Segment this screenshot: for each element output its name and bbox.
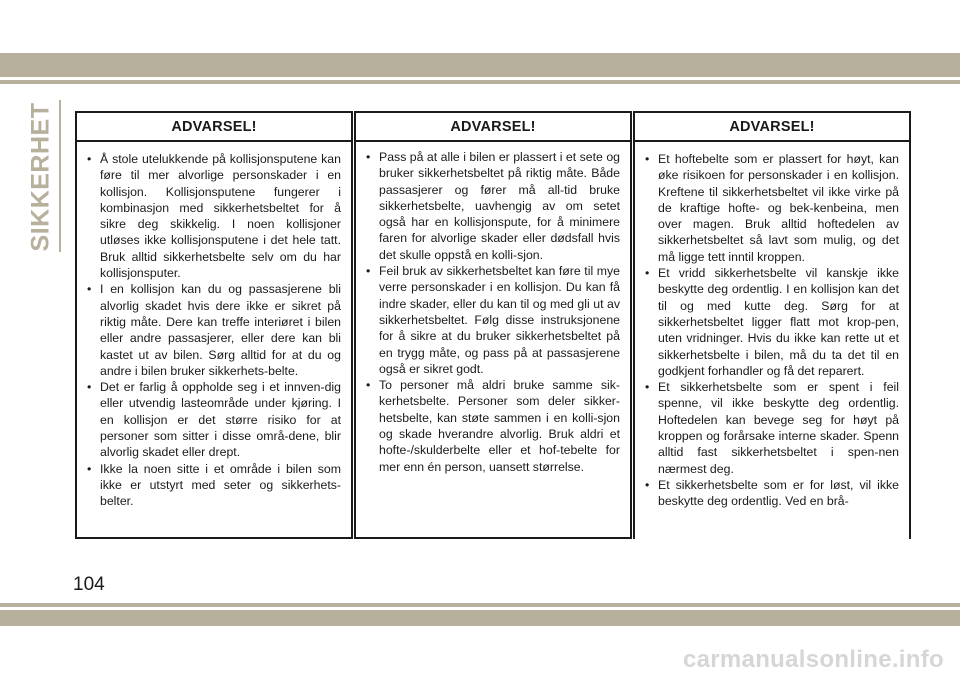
warning-list (645, 151, 899, 510)
warning-item: • Feil bruk av sikkerhetsbeltet kan føre til mye verre personskader i en kollisjon. Du kan få indre skader, eller du kan til og med gli ut av sikkerhetsbeltet. Følg disse instruksjonene for å sikre at du bruker sikkerhetsbeltet på en trygg måte, og pass på at passasjerene også er sikret godt. (366, 263, 620, 377)
warning-item: • To personer må aldri bruke samme sik-kerhetsbelte. Personer som deler sikker-hetsbelte, kan støte sammen i en kolli-sjon og skade hverandre alvorlig. Bruk aldri et hofte-/skulderbelte eller et hof-tebelte for mer enn én person, uansett størrelse. (366, 377, 620, 475)
warning-list (87, 151, 341, 510)
warning-box-3 (633, 111, 911, 539)
warning-item: • Det er farlig å oppholde seg i et innven-dig eller utvendig lasteområde under kjøring. I en kollisjon er det større risiko for at personer som sitter i disse områ-dene, blir alvorlig skadet eller drept. (87, 379, 341, 460)
warning-heading: ADVARSEL! (77, 113, 351, 142)
warning-item: • Et sikkerhetsbelte som er spent i feil spenne, vil ikke beskytte deg ordentlig. Hoftedelen kan bevege seg for høyt på kroppen og forårsake interne skader. Spenn alltid fast sikkerhetsbeltet i spen-nen nærmest deg. (645, 379, 899, 477)
warning-item: • Ikke la noen sitte i et område i bilen som ikke er utstyrt med seter og sikkerhets-belter. (87, 461, 341, 510)
header-band (0, 53, 960, 77)
warning-item: • Et sikkerhetsbelte som er for løst, vil ikke beskytte deg ordentlig. Ved en brå- (645, 477, 899, 510)
warning-item: • I en kollisjon kan du og passasjerene bli alvorlig skadet hvis dere ikke er sikret på riktig måte. Dere kan treffe interiøret i bilen eller andre passasjerer, eller dere kan bli kastet ut av bilen. Sørg alltid for at du og andre i bilen bruker sikkerhets-belte. (87, 281, 341, 379)
watermark: carmanualsonline.info (682, 646, 944, 673)
footer-band (0, 610, 960, 626)
warning-item: • Et hoftebelte som er plassert for høyt, kan øke risikoen for personskader i en kollisjon. Kreftene til sikkerhetsbeltet vil ikke virke på de kraftige hofte- og bek-kenbeina, men over magen. Bruk alltid hoftedelen av sikkerhetsbeltet så lavt som mulig, og det må ligge tett inntil kroppen. (645, 151, 899, 265)
warning-heading: ADVARSEL! (635, 113, 909, 142)
section-title-rule (59, 100, 61, 252)
warning-item: • Å stole utelukkende på kollisjonsputene kan føre til mer alvorlige personskader i en kollisjon. Kollisjonsputene fungerer i kombinasjon med sikkerhetsbeltet for å sikre deg skikkelig. I noen kollisjoner utløses ikke kollisjonsputene i det hele tatt. Bruk alltid sikkerhetsbelte selv om du har kollisjonsputer. (87, 151, 341, 281)
warning-heading: ADVARSEL! (356, 113, 630, 142)
warning-item: • Pass på at alle i bilen er plassert i et sete og bruker sikkerhetsbeltet på riktig måte. Både passasjerer og fører må all-tid bruke sikkerhetsbelte, uavhengig av om setet også har en kollisjonspute, for å minimere faren for alvorlige skader eller dødsfall hvis det skulle oppstå en kolli-sjon. (366, 149, 620, 263)
section-title-text: SIKKERHET (26, 102, 55, 252)
header-rule (0, 80, 960, 84)
warning-item: • Et vridd sikkerhetsbelte vil kanskje ikke beskytte deg ordentlig. I en kollisjon kan det til og med kutte deg. Sørg for at sikkerhetsbeltet ligger flatt mot krop-pen, uten vridninger. Hvis du ikke kan rette ut et sikkerhetsbelte i bilen, må du ta det til en godkjent forhandler og få det reparert. (645, 265, 899, 379)
warning-box-1 (75, 111, 353, 539)
warning-box-2 (354, 111, 632, 539)
footer-rule (0, 603, 960, 607)
page-number: 104 (73, 574, 105, 595)
warning-list (366, 149, 620, 475)
section-title (21, 102, 61, 252)
